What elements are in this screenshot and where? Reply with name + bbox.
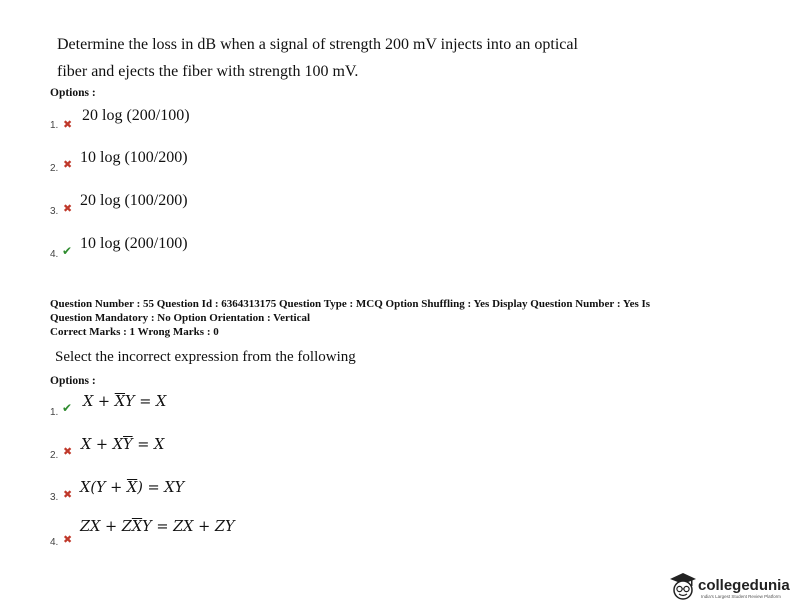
q2-option-3-expression: $X(Y + \overline{X})$ = XY xyxy=(80,480,185,496)
question-1-line-2: fiber and ejects the fiber with strength 100 mV. xyxy=(57,63,359,80)
q1-option-1-number: 1. xyxy=(50,120,59,131)
wrong-mark-icon: ✖ xyxy=(63,118,73,131)
q1-options-label: Options : xyxy=(50,87,96,99)
correct-check-icon: ✔ xyxy=(62,401,73,415)
q1-option-4-number: 4. xyxy=(50,249,59,260)
q2-option-3-number: 3. xyxy=(50,492,59,503)
correct-check-icon: ✔ xyxy=(62,244,73,258)
wrong-mark-icon: ✖ xyxy=(63,533,73,546)
wrong-mark-icon: ✖ xyxy=(63,488,73,501)
q2-meta-line-2: Question Mandatory : No Option Orientation : Vertical xyxy=(50,312,311,324)
question-2-text: Select the incorrect expression from the following xyxy=(55,349,356,365)
q1-option-1-text: 20 log (200/100) xyxy=(82,107,190,124)
brand-tagline: India's Largest Student Review Platform xyxy=(701,594,781,599)
question-1-line-1: Determine the loss in dB when a signal of strength 200 mV injects into an optical xyxy=(57,36,578,53)
wrong-mark-icon: ✖ xyxy=(63,202,73,215)
q2-option-4-expression: ZX + $Z\overline{X}Y$ = ZX + ZY xyxy=(80,519,235,535)
q1-option-2-number: 2. xyxy=(50,163,59,174)
wrong-mark-icon: ✖ xyxy=(63,445,73,458)
q2-option-2-expression: $X + X\overline{Y} = X$ xyxy=(81,437,165,453)
q2-option-1-number: 1. xyxy=(50,407,59,418)
q1-option-2-text: 10 log (100/200) xyxy=(80,149,188,166)
q1-option-3-text: 20 log (100/200) xyxy=(80,192,188,209)
q2-meta-line-3: Correct Marks : 1 Wrong Marks : 0 xyxy=(50,326,219,338)
q2-options-label: Options : xyxy=(50,375,96,387)
q2-option-1-expression: $X + \overline{X}Y = X$ xyxy=(83,394,167,410)
q2-option-2-number: 2. xyxy=(50,450,59,461)
wrong-mark-icon: ✖ xyxy=(63,158,73,171)
q2-option-4-number: 4. xyxy=(50,537,59,548)
q1-option-4-text: 10 log (200/100) xyxy=(80,235,188,252)
graduate-mascot-icon xyxy=(668,571,698,603)
q2-meta-line-1: Question Number : 55 Question Id : 6364313175 Question Type : MCQ Option Shuffling : Yes Display Question Number : Yes Is xyxy=(50,298,651,310)
brand-logo-text: collegedunia xyxy=(698,577,790,594)
q1-option-3-number: 3. xyxy=(50,206,59,217)
